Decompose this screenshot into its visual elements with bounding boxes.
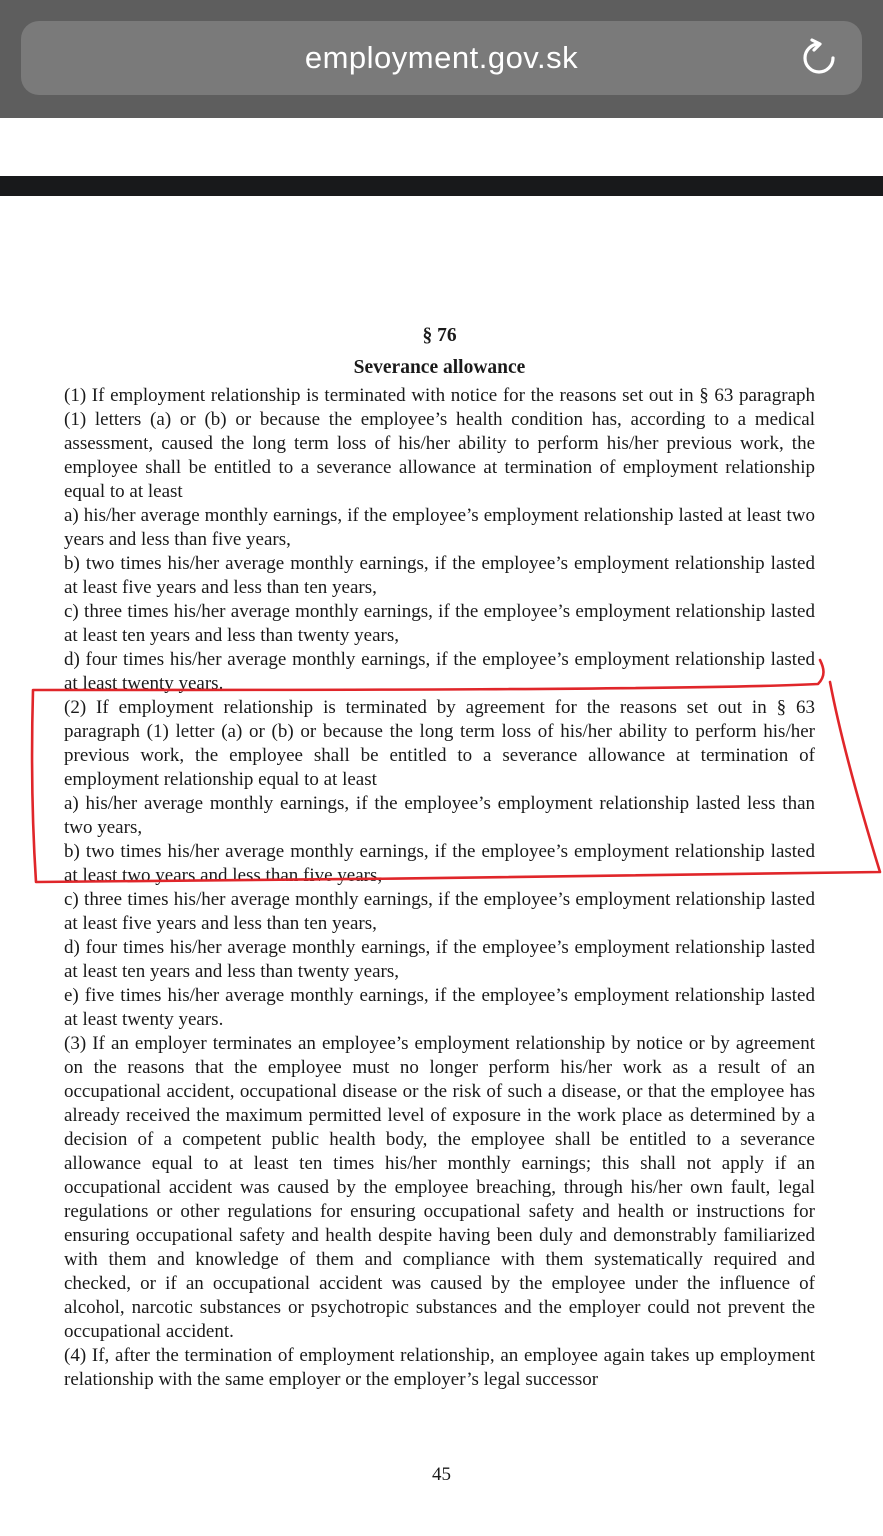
address-bar[interactable] — [21, 21, 862, 95]
paragraph-1: (1) If employment relationship is terminated with notice for the reasons set out in § 63 paragraph (1) letters (a) or (b) or because the employee’s health condition has, according to a medical assessment, caused the long term loss of his/her ability to perform his/her previous work, the employee shall be entitled to a severance allowance at termination of employment relationship equal to at least — [64, 385, 815, 502]
section-body — [64, 384, 815, 1392]
url-text: employment.gov.sk — [304, 40, 579, 75]
paragraph-2-a: a) his/her average monthly earnings, if the employee’s employment relationship lasted less than two years, — [64, 793, 815, 838]
paragraph-1-c: c) three times his/her average monthly earnings, if the employee’s employment relationship lasted at least ten years and less than twenty years, — [64, 601, 815, 646]
paragraph-2-e: e) five times his/her average monthly earnings, if the employee’s employment relationship lasted at least twenty years. — [64, 985, 815, 1030]
paragraph-4: (4) If, after the termination of employment relationship, an employee again takes up employment relationship with the same employer or the employer’s legal successor — [64, 1345, 815, 1390]
paragraph-2: (2) If employment relationship is terminated by agreement for the reasons set out in § 63 paragraph (1) letter (a) or (b) or because the long term loss of his/her ability to perform his/her previous work, the employee shall be entitled to a severance allowance at termination of employment relationship equal to at least — [64, 697, 815, 790]
paragraph-2-d: d) four times his/her average monthly earnings, if the employee’s employment relationship lasted at least ten years and less than twenty years, — [64, 937, 815, 982]
paragraph-2-c: c) three times his/her average monthly earnings, if the employee’s employment relationship lasted at least five years and less than ten years, — [64, 889, 815, 934]
paragraph-2-b: b) two times his/her average monthly earnings, if the employee’s employment relationship lasted at least two years and less than five years, — [64, 841, 815, 886]
paragraph-1-d: d) four times his/her average monthly earnings, if the employee’s employment relationship lasted at least twenty years. — [64, 649, 815, 694]
paragraph-3: (3) If an employer terminates an employee’s employment relationship by notice or by agreement on the reasons that the employee must no longer perform his/her work as a result of an occupational accident, occupational disease or the risk of such a disease, or that the employee has already received the maximum permitted level of exposure in the work place as determined by a decision of a competent public health body, the employee shall be entitled to a severance allowance equal to at least ten times his/her monthly earnings; this shall not apply if an occupational accident was caused by the employee breaching, through his/her own fault, legal regulations or other regulations for ensuring occupational safety and health or instructions for ensuring occupational safety and health despite having been duly and demonstrably familiarized with them and knowledge of them and compliance with them systematically required and checked, or if an occupational accident was caused by the employee under the influence of alcohol, narcotic substances or psychotropic substances and the employer could not prevent the occupational accident. — [64, 1033, 815, 1342]
section-number: § 76 — [422, 325, 457, 346]
browser-toolbar — [0, 0, 883, 118]
paragraph-1-b: b) two times his/her average monthly earnings, if the employee’s employment relationship lasted at least five years and less than ten years, — [64, 553, 815, 598]
page-divider-bar — [0, 176, 883, 196]
document-page — [64, 320, 815, 1392]
section-title: Severance allowance — [353, 357, 526, 378]
reload-icon[interactable] — [798, 37, 840, 79]
page-number: 45 — [432, 1464, 451, 1485]
paragraph-1-a: a) his/her average monthly earnings, if the employee’s employment relationship lasted at least two years and less than five years, — [64, 505, 815, 550]
